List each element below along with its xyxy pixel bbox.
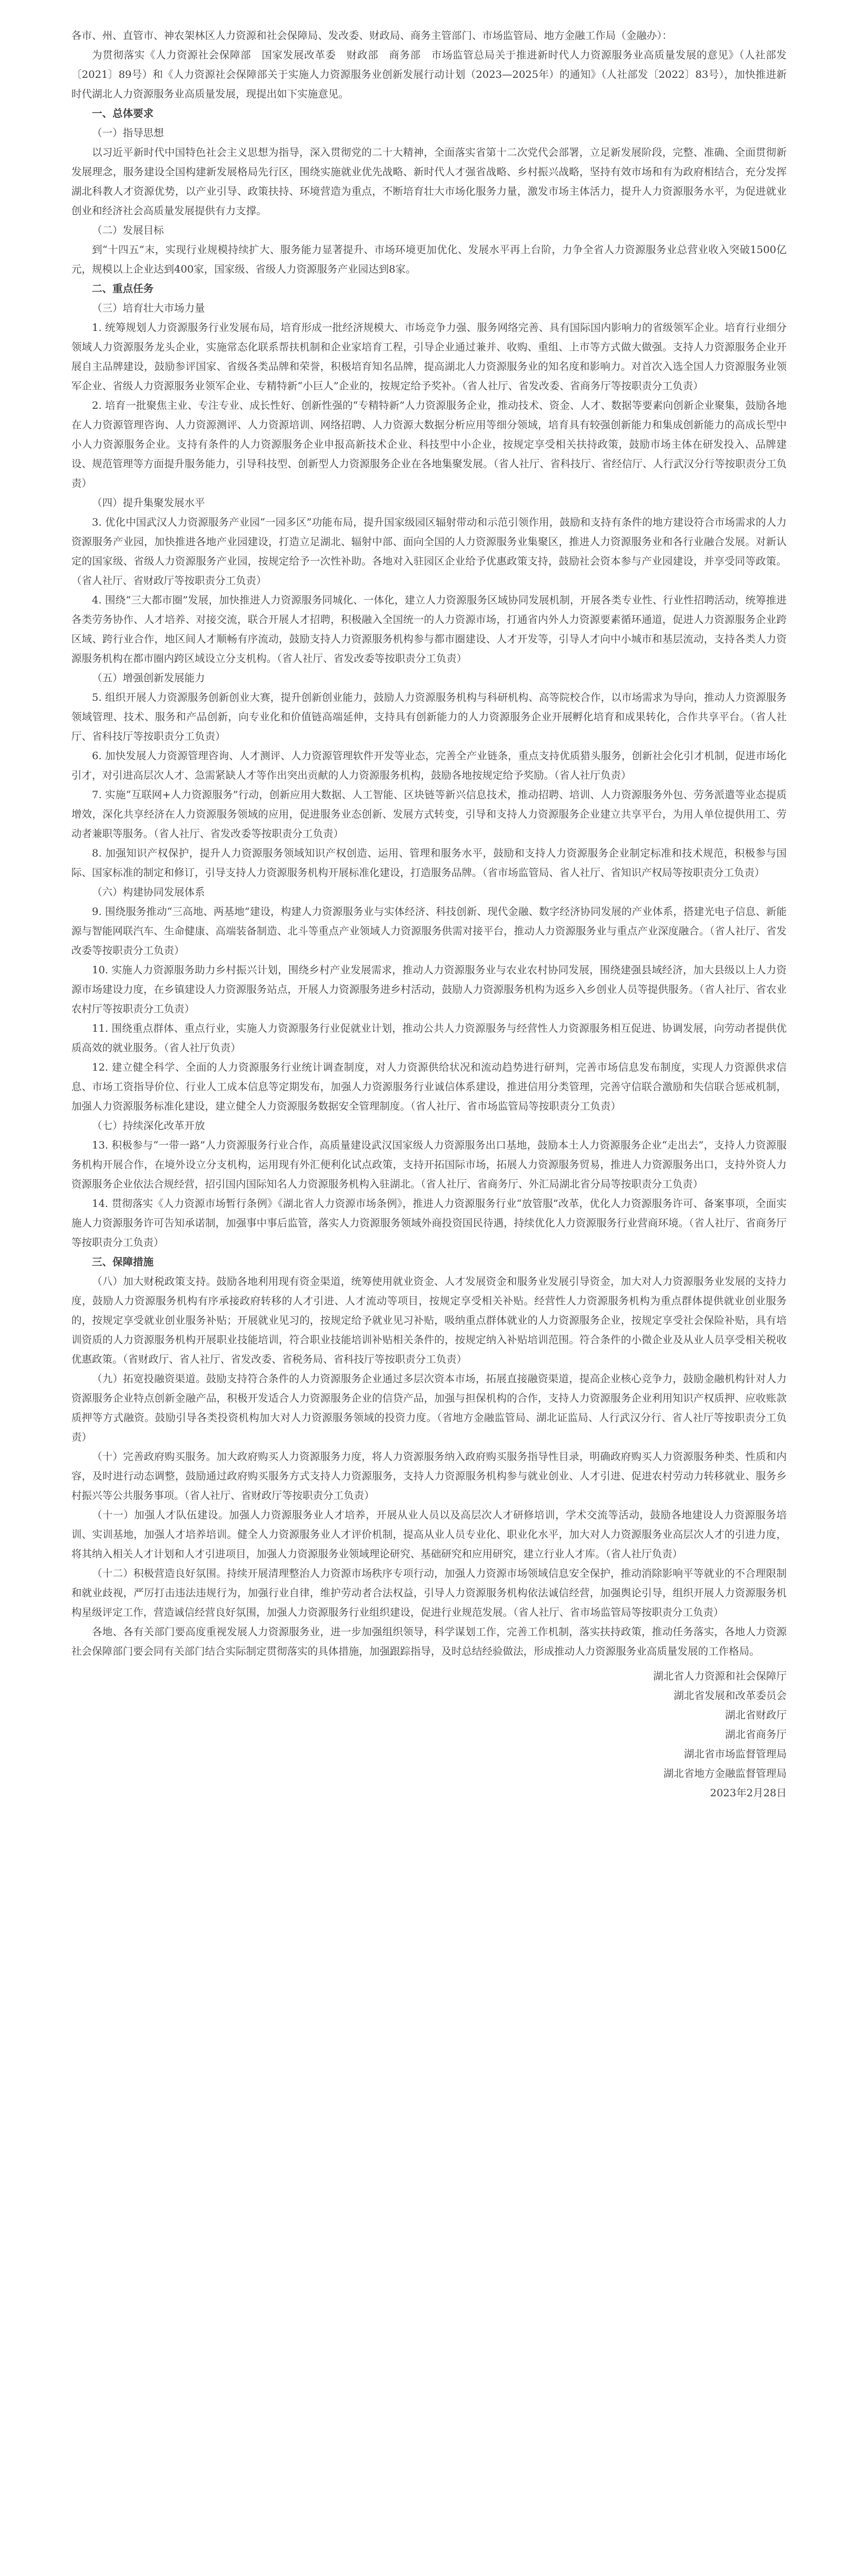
subsection-heading: （一）指导思想 xyxy=(92,127,164,139)
signature-line: 湖北省人力资源和社会保障厅 xyxy=(653,1670,787,1682)
body-paragraph: 7. 实施“互联网+人力资源服务”行动，创新应用大数据、人工智能、区块链等新兴信息技术，推动招聘、培训、人力资源服务外包、劳务派遣等业态提质增效，深化共享经济在人力资源服务领域的应用，促进服务业态创新、发展方式转变，引导和支持人力资源服务企业建立共享平台，为用人单位提供用工、劳动者兼职等服务。（省人社厅、省发改委等按职责分工负责） xyxy=(71,789,787,840)
body-paragraph: 10. 实施人力资源服务助力乡村振兴计划，围绕乡村产业发展需求，推动人力资源服务业与农业农村协同发展，围绕建强县域经济，加大县级以上人力资源市场建设力度，在乡镇建设人力资源服务站点，开展人力资源服务进乡村活动，鼓励人力资源服务机构为返乡入乡创业人员等提供服务。（省人社厅、省农业农村厅等按职责分工负责） xyxy=(71,964,787,1015)
document-date: 2023年2月28日 xyxy=(710,1787,787,1799)
body-paragraph: （十）完善政府购买服务。加大政府购买人力资源服务力度，将人力资源服务纳入政府购买服务指导性目录，明确政府购买人力资源服务种类、性质和内容，及时进行动态调整，鼓励通过政府购买服务方式支持人力资源服务，支持人力资源服务机构参与就业创业、人才引进、促进农村劳动力转移就业、服务乡村振兴等公共服务事项。（省人社厅、省财政厅等按职责分工负责） xyxy=(71,1451,787,1502)
body-paragraph: （十二）积极营造良好氛围。持续开展清理整治人力资源市场秩序专项行动，加强人力资源市场领域信息安全保护，推动消除影响平等就业的不合理限制和就业歧视，严厉打击违法违规行为，加强行业自律，维护劳动者合法权益，引导人力资源服务机构依法诚信经营，加强舆论引导，组织开展人力资源服务机构星级评定工作，营造诚信经营良好氛围，加强人力资源服务行业组织建设，促进行业规范发展。（省人社厅、省市场监管局等按职责分工负责） xyxy=(71,1568,787,1618)
body-paragraph: 以习近平新时代中国特色社会主义思想为指导，深入贯彻党的二十大精神，全面落实省第十二次党代会部署，立足新发展阶段，完整、准确、全面贯彻新发展理念，服务建设全国构建新发展格局先行区，围绕实施就业优先战略、新时代人才强省战略、乡村振兴战略，坚持有效市场和有为政府相结合，充分发挥湖北科教人才资源优势，以产业引导、政策扶持、环境营造为重点，不断培育壮大市场化服务力量，激发市场主体活力，提升人力资源服务水平，为促进就业创业和经济社会高质量发展提供有力支撑。 xyxy=(71,147,787,217)
signature-line: 湖北省发展和改革委员会 xyxy=(673,1690,787,1702)
signature-list xyxy=(71,1667,787,1783)
signature-line: 湖北省商务厅 xyxy=(724,1729,787,1741)
body-paragraph: 9. 围绕服务推动“三高地、两基地”建设，构建人力资源服务业与实体经济、科技创新、现代金融、数字经济协同发展的产业体系，搭建光电子信息、新能源与智能网联汽车、生命健康、高端装备制造、北斗等重点产业领域人力资源服务供需对接平台，推动人力资源服务业与重点产业深度融合。（省人社厅、省发改委等按职责分工负责） xyxy=(71,906,787,957)
body-paragraph: 11. 围绕重点群体、重点行业，实施人力资源服务行业促就业计划，推动公共人力资源服务与经营性人力资源服务相互促进、协调发展，向劳动者提供优质高效的就业服务。（省人社厅负责） xyxy=(71,1023,787,1054)
body-paragraph: 到“十四五”末，实现行业规模持续扩大、服务能力显著提升、市场环境更加优化、发展水平再上台阶，力争全省人力资源服务业总营业收入突破1500亿元，规模以上企业达到400家，国家级、省级人力资源服务产业园达到8家。 xyxy=(71,244,787,275)
body-paragraph: 为贯彻落实《人力资源社会保障部 国家发展改革委 财政部 商务部 市场监管总局关于推进新时代人力资源服务业高质量发展的意见》（人社部发〔2021〕89号）和《人力资源社会保障部关于实施人力资源服务业创新发展行动计划（2023—2025年）的通知》（人社部发〔2022〕83号），加快推进新时代湖北人力资源服务业高质量发展，现提出如下实施意见。 xyxy=(71,49,787,100)
body-paragraph: （十一）加强人才队伍建设。加强人力资源服务业人才培养，开展从业人员以及高层次人才研修培训，学术交流等活动，鼓励各地建设人力资源服务培训、实训基地，加强人才培养培训。健全人力资源服务业人才评价机制，提高从业人员专业化、职业化水平，加大对人力资源服务业高层次人才的引进力度，将其纳入相关人才计划和人才引进项目，加强人力资源服务业领域理论研究、基础研究和应用研究，建立行业人才库。（省人社厅负责） xyxy=(71,1509,787,1560)
body-paragraph: 13. 积极参与“一带一路”人力资源服务行业合作，高质量建设武汉国家级人力资源服务出口基地，鼓励本土人力资源服务企业“走出去”，支持人力资源服务机构开展合作，在境外设立分支机构，运用现有外汇便利化试点政策，支持开拓国际市场，拓展人力资源服务贸易，推进人力资源服务出口，支持外资人力资源服务企业依法合规经营，招引国内国际知名人力资源服务机构入驻湖北。（省人社厅、省商务厅、外汇局湖北省分局等按职责分工负责） xyxy=(71,1139,787,1190)
subsection-heading: （七）持续深化改革开放 xyxy=(92,1120,205,1132)
body-paragraph: 5. 组织开展人力资源服务创新创业大赛，提升创新创业能力，鼓励人力资源服务机构与科研机构、高等院校合作，以市场需求为导向，推动人力资源服务领域管理、技术、服务和产品创新，向专业化和价值链高端延伸，支持具有创新能力的人力资源服务企业开展孵化培育和成果转化，合作共享平台。（省人社厅、省科技厅等按职责分工负责） xyxy=(71,692,787,742)
section-heading: 一、总体要求 xyxy=(92,108,154,119)
body-paragraph: （八）加大财税政策支持。鼓励各地利用现有资金渠道，统筹使用就业资金、人才发展资金和服务业发展引导资金，加大对人力资源服务业发展的支持力度，鼓励人力资源服务机构有序承接政府转移的人才引进、人才流动等项目，按规定享受相关补贴。经营性人力资源服务机构为重点群体提供就业创业服务的，按规定享受就业创业服务补贴；开展就业见习的，按规定给予就业见习补贴，吸纳重点群体就业的人力资源服务企业，按规定享受社会保险补贴，具有培训资质的人力资源服务机构开展职业技能培训，符合职业技能培训补贴相关条件的，按规定纳入补贴培训范围。符合条件的小微企业及从业人员享受相关税收优惠政策。（省财政厅、省人社厅、省发改委、省税务局、省科技厅等按职责分工负责） xyxy=(71,1276,787,1365)
signature-line: 湖北省地方金融监督管理局 xyxy=(663,1768,787,1780)
section-heading: 三、保障措施 xyxy=(92,1256,154,1268)
section-heading: 二、重点任务 xyxy=(92,283,154,295)
body-paragraph: 4. 围绕“三大都市圈”发展，加快推进人力资源服务同城化、一体化，建立人力资源服务区域协同发展机制，开展各类专业性、行业性招聘活动，统筹推进各类劳务协作、人才培养、对接交流，联合开展人才招聘，积极融入全国统一的人力资源市场，打通省内外人力资源要素循环通道，促进人力资源服务企业跨区域、跨行业合作，地区间人才顺畅有序流动，鼓励支持人力资源服务机构参与都市圈建设、人才开发等，引导人才向中小城市和基层流动，支持各类人力资源服务机构在都市圈内跨区域设立分支机构。（省人社厅、省发改委等按职责分工负责） xyxy=(71,594,787,665)
subsection-heading: （四）提升集聚发展水平 xyxy=(92,497,205,509)
subsection-heading: （二）发展目标 xyxy=(92,224,164,236)
body-paragraph: 6. 加快发展人力资源管理咨询、人才测评、人力资源管理软件开发等业态，完善全产业链条，重点支持优质猎头服务，创新社会化引才机制，促进市场化引才，对引进高层次人才、急需紧缺人才等作出突出贡献的人力资源服务机构，鼓励各地按规定给予奖励。（省人社厅负责） xyxy=(71,750,787,781)
body-paragraph: 12. 建立健全科学、全面的人力资源服务行业统计调查制度，对人力资源供给状况和流动趋势进行研判，完善市场信息发布制度，实现人力资源供求信息、市场工资指导价位、行业人工成本信息等定期发布，加强人力资源服务行业诚信体系建设，推进信用分类管理，完善守信联合激励和失信联合惩戒机制，加强人力资源服务标准化建设，建立健全人力资源服务数据安全管理制度。（省人社厅、省市场监管局等按职责分工负责） xyxy=(71,1061,787,1112)
body-paragraph: 3. 优化中国武汉人力资源服务产业园“一园多区”功能布局，提升国家级园区辐射带动和示范引领作用，鼓励和支持有条件的地方建设符合市场需求的人力资源服务产业园，加快推进各地产业园建设，打造立足湖北、辐射中部、面向全国的人力资源服务业集聚区，推进人力资源服务业和各行业融合发展。对新认定的国家级、省级人力资源服务产业园，按规定给予一次性补助。各地对入驻园区企业给予优惠政策支持，鼓励社会资本参与产业园建设，并享受同等政策。（省人社厅、省财政厅等按职责分工负责） xyxy=(71,516,787,587)
body-paragraph: 1. 统筹规划人力资源服务行业发展布局，培育形成一批经济规模大、市场竞争力强、服务网络完善、具有国际国内影响力的省级领军企业。培育行业细分领域人力资源服务龙头企业，实施常态化联系帮扶机制和企业家培育工程，引导企业通过兼并、收购、重组、上市等方式做大做强。支持人力资源服务企业开展自主品牌建设，鼓励参评国家、省级各类品牌和荣誉，积极培育知名品牌，提高湖北人力资源服务业的知名度和影响力。对首次入选全国人力资源服务业领军企业、省级人力资源服务业领军企业、专精特新“小巨人”企业的，按规定给予奖补。（省人社厅、省发改委、省商务厅等按职责分工负责） xyxy=(71,322,787,392)
subsection-heading: （三）培育壮大市场力量 xyxy=(92,302,205,314)
document-body xyxy=(71,26,787,1661)
body-paragraph: 14. 贯彻落实《人力资源市场暂行条例》《湖北省人力资源市场条例》，推进人力资源服务行业“放管服”改革，优化人力资源服务许可、备案事项，全面实施人力资源服务许可告知承诺制，加强事中事后监管，落实人力资源服务领域外商投资国民待遇，持续优化人力资源服务行业营商环境。（省人社厅、省商务厅等按职责分工负责） xyxy=(71,1198,787,1249)
body-paragraph: 8. 加强知识产权保护，提升人力资源服务领域知识产权创造、运用、管理和服务水平，鼓励和支持人力资源服务企业制定标准和技术规范，积极参与国际、国家标准的制定和修订，引导支持人力资源服务机构开展标准化建设，打造服务品牌。（省市场监管局、省人社厅、省知识产权局等按职责分工负责） xyxy=(71,847,787,879)
signature-block xyxy=(71,1667,787,1803)
body-paragraph: 各市、州、直管市、神农架林区人力资源和社会保障局、发改委、财政局、商务主管部门、市场监管局、地方金融工作局（金融办）： xyxy=(71,30,673,42)
body-paragraph: 2. 培育一批聚焦主业、专注专业、成长性好、创新性强的“专精特新”人力资源服务企业，推动技术、资金、人才、数据等要素向创新企业聚集，鼓励各地在人力资源管理咨询、人力资源测评、人力资源培训、网络招聘、人力资源大数据分析应用等细分领域，培育具有较强创新能力和集成创新能力的高成长型中小人力资源服务企业。支持有条件的人力资源服务企业申报高新技术企业、科技型中小企业，按规定享受相关扶持政策，鼓励市场主体在研发投入、品牌建设、规范管理等方面提升服务能力，引导科技型、创新型人力资源服务企业在各地集聚发展。（省人社厅、省科技厅、省经信厅、人行武汉分行等按职责分工负责） xyxy=(71,400,787,489)
signature-line: 湖北省财政厅 xyxy=(724,1709,787,1721)
body-paragraph: 各地、各有关部门要高度重视发展人力资源服务业，进一步加强组织领导，科学谋划工作，完善工作机制，落实扶持政策，推动任务落实，各地人力资源社会保障部门要会同有关部门结合实际制定贯彻落实的具体措施，加强跟踪指导，及时总结经验做法，形成推动人力资源服务业高质量发展的工作格局。 xyxy=(71,1626,787,1657)
body-paragraph: （九）拓宽投融资渠道。鼓励支持符合条件的人力资源服务企业通过多层次资本市场，拓展直接融资渠道，提高企业核心竞争力，鼓励金融机构针对人力资源服务企业特点创新金融产品，积极开发适合人力资源服务企业的信贷产品，加强与担保机构的合作，支持人力资源服务企业利用知识产权质押、应收账款质押等方式融资。鼓励引导各类投资机构加大对人力资源服务领域的投资力度。（省地方金融监管局、湖北证监局、人行武汉分行、省人社厅等按职责分工负责） xyxy=(71,1373,787,1443)
subsection-heading: （六）构建协同发展体系 xyxy=(92,886,205,898)
signature-line: 湖北省市场监督管理局 xyxy=(683,1748,787,1760)
subsection-heading: （五）增强创新发展能力 xyxy=(92,672,205,684)
